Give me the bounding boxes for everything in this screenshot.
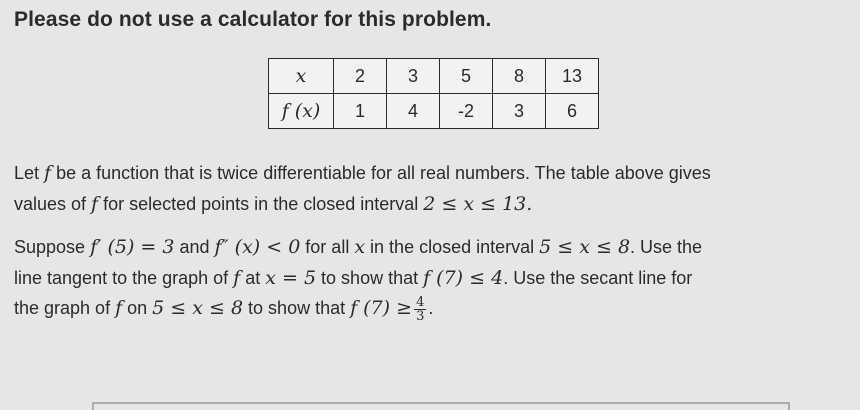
x-header-cell: x (269, 59, 334, 94)
text-span: at (240, 267, 266, 288)
text-span: . Use the secant line for (503, 267, 693, 288)
problem-intro-paragraph (14, 158, 852, 219)
text-span: for all (300, 237, 355, 257)
text-span: line tangent to the graph of (14, 267, 234, 288)
fx-header-cell: f (x) (269, 94, 334, 129)
function-table (268, 58, 599, 129)
values-table (268, 58, 599, 129)
text-span: . (428, 298, 434, 318)
text-span: Suppose (14, 237, 91, 257)
fx-value-cell: 6 (546, 94, 599, 129)
math-expression: 5 ≤ x ≤ 8 (152, 297, 244, 319)
math-expression: f (233, 266, 241, 289)
fx-value-cell: 3 (493, 94, 546, 129)
math-expression: f (91, 192, 99, 215)
text-span: on (122, 298, 153, 318)
x-value-cell: 8 (493, 59, 546, 94)
text-span: to show that (316, 267, 424, 288)
text-span: for selected points in the closed interval (98, 193, 424, 214)
math-expression: x (354, 236, 366, 258)
math-expression: 5 ≤ x ≤ 8 (539, 236, 631, 258)
text-span: and (174, 237, 215, 257)
text-span: Let (14, 163, 45, 183)
text-span: to show that (243, 298, 351, 318)
x-value-cell: 2 (334, 59, 387, 94)
math-expression: f (115, 297, 123, 319)
math-expression: f′ (5) = 3 (90, 236, 175, 258)
math-expression: f (7) ≤ 4 (423, 266, 504, 289)
math-expression: f″ (x) < 0 (214, 236, 301, 258)
math-expression: x = 5 (265, 266, 317, 289)
fx-value-cell: 1 (334, 94, 387, 129)
text-span: in the closed interval (365, 237, 540, 257)
x-value-cell: 5 (440, 59, 493, 94)
x-row (269, 59, 599, 94)
text-span: values of (14, 193, 92, 214)
math-expression: f (7) ≥ (350, 297, 413, 319)
fraction (414, 296, 426, 323)
x-value-cell: 13 (546, 59, 599, 94)
fx-row (269, 94, 599, 129)
math-expression: 2 ≤ x ≤ 13. (423, 192, 533, 215)
fx-value-cell: 4 (387, 94, 440, 129)
fraction-denominator: 3 (416, 308, 425, 324)
problem-task-paragraph (14, 232, 852, 324)
answer-box-edge (92, 402, 790, 410)
fx-value-cell: -2 (440, 94, 493, 129)
text-span: the graph of (14, 298, 116, 318)
text-span: . Use the (630, 237, 703, 257)
instruction-heading: Please do not use a calculator for this problem. (14, 8, 492, 31)
fraction-numerator: 4 (416, 294, 425, 310)
x-value-cell: 3 (387, 59, 440, 94)
math-expression: f (44, 162, 52, 184)
text-span: be a function that is twice differentiable for all real numbers. The table above gives (51, 163, 711, 183)
